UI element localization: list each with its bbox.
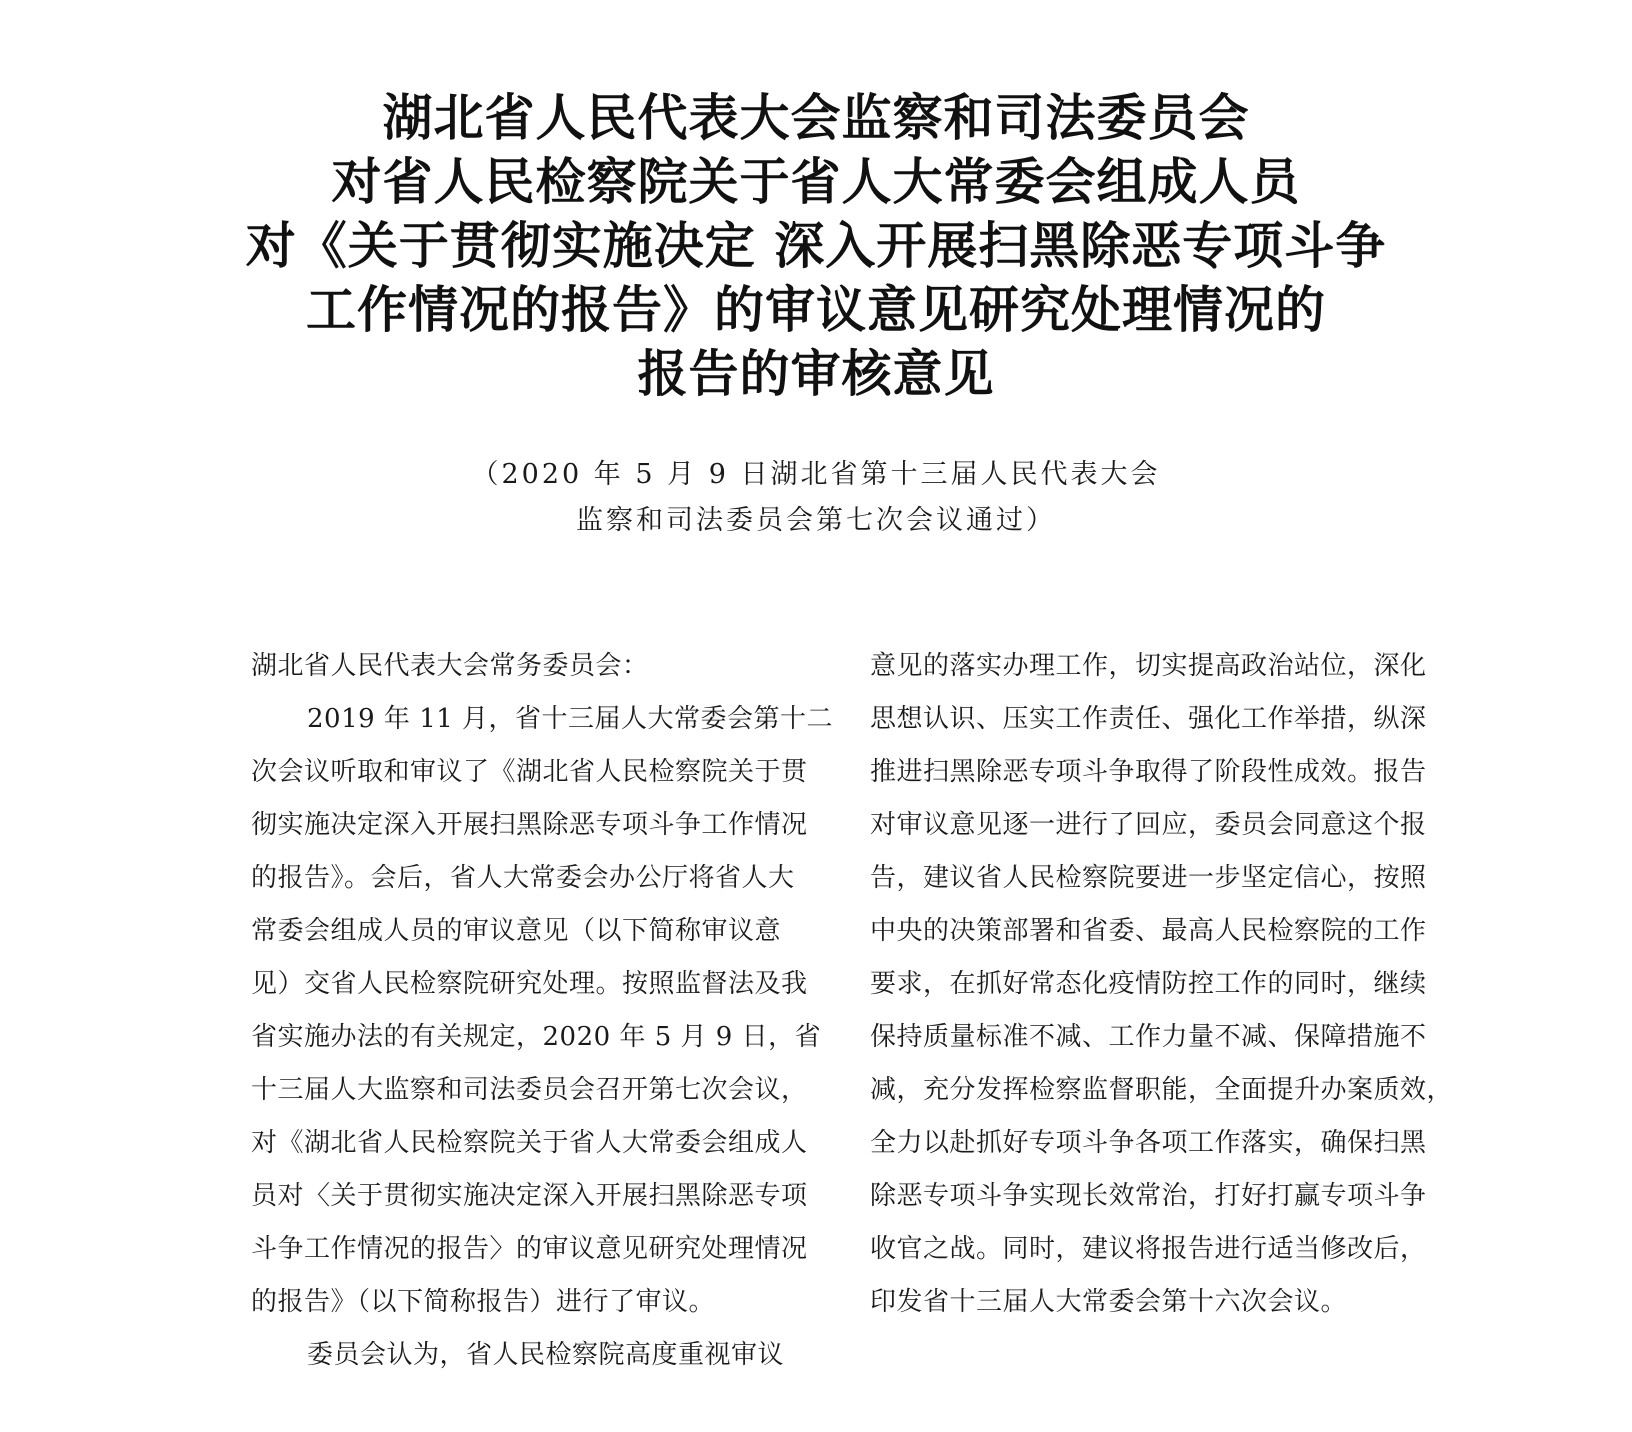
body-line: 对《湖北省人民检察院关于省人大常委会组成人 — [251, 1128, 808, 1158]
body-line: 员对〈关于贯彻实施决定深入开展扫黑除恶专项 — [251, 1181, 808, 1211]
body-line: 推进扫黑除恶专项斗争取得了阶段性成效。报告 — [870, 757, 1427, 787]
title-line-3: 对《关于贯彻实施决定 深入开展扫黑除恶专项斗争 — [245, 217, 1387, 275]
body-line: 要求，在抓好常态化疫情防控工作的同时，继续 — [870, 969, 1427, 999]
body-line: 2019 年 11 月，省十三届人大常委会第十二 — [307, 704, 834, 734]
body-line: 除恶专项斗争实现长效常治，打好打赢专项斗争 — [870, 1181, 1427, 1211]
adoption-note — [0, 452, 1632, 544]
body-line: 十三届人大监察和司法委员会召开第七次会议， — [251, 1075, 808, 1105]
adoption-note-line-2: 监察和司法委员会第七次会议通过） — [576, 505, 1056, 536]
body-line: 意见的落实办理工作，切实提高政治站位，深化 — [870, 651, 1427, 681]
adoption-note-line-1: （2020 年 5 月 9 日湖北省第十三届人民代表大会 — [471, 459, 1161, 490]
body-line: 印发省十三届人大常委会第十六次会议。 — [870, 1287, 1348, 1317]
body-left-column — [251, 640, 834, 1382]
title-line-4: 工作情况的报告》的审议意见研究处理情况的 — [306, 281, 1326, 339]
body-line: 中央的决策部署和省委、最高人民检察院的工作 — [870, 916, 1427, 946]
body-line: 对审议意见逐一进行了回应，委员会同意这个报 — [870, 810, 1427, 840]
body-line: 思想认识、压实工作责任、强化工作举措，纵深 — [870, 704, 1427, 734]
salutation: 湖北省人民代表大会常务委员会： — [251, 651, 649, 681]
body-line: 的报告》（以下简称报告）进行了审议。 — [251, 1287, 716, 1317]
title-line-5: 报告的审核意见 — [637, 345, 995, 403]
body-line: 收官之战。同时，建议将报告进行适当修改后， — [870, 1234, 1427, 1264]
body-line: 委员会认为，省人民检察院高度重视审议 — [307, 1340, 785, 1370]
body-line: 告，建议省人民检察院要进一步坚定信心，按照 — [870, 863, 1427, 893]
body-line: 保持质量标准不减、工作力量不减、保障措施不 — [870, 1022, 1427, 1052]
body-line: 彻实施决定深入开展扫黑除恶专项斗争工作情况 — [251, 810, 808, 840]
title-line-1: 湖北省人民代表大会监察和司法委员会 — [382, 89, 1250, 147]
body-line: 全力以赴抓好专项斗争各项工作落实，确保扫黑 — [870, 1128, 1427, 1158]
body-line: 省实施办法的有关规定，2020 年 5 月 9 日，省 — [251, 1022, 822, 1052]
body-line: 次会议听取和审议了《湖北省人民检察院关于贯 — [251, 757, 808, 787]
title-line-2: 对省人民检察院关于省人大常委会组成人员 — [331, 153, 1301, 211]
body-right-column — [870, 640, 1454, 1329]
body-line: 斗争工作情况的报告〉的审议意见研究处理情况 — [251, 1234, 808, 1264]
body-line: 减，充分发挥检察监督职能，全面提升办案质效， — [870, 1075, 1454, 1105]
body-line: 见）交省人民检察院研究处理。按照监督法及我 — [251, 969, 808, 999]
body-line: 常委会组成人员的审议意见（以下简称审议意 — [251, 916, 782, 946]
document-title — [0, 86, 1632, 406]
body-line: 的报告》。会后，省人大常委会办公厅将省人大 — [251, 863, 795, 893]
